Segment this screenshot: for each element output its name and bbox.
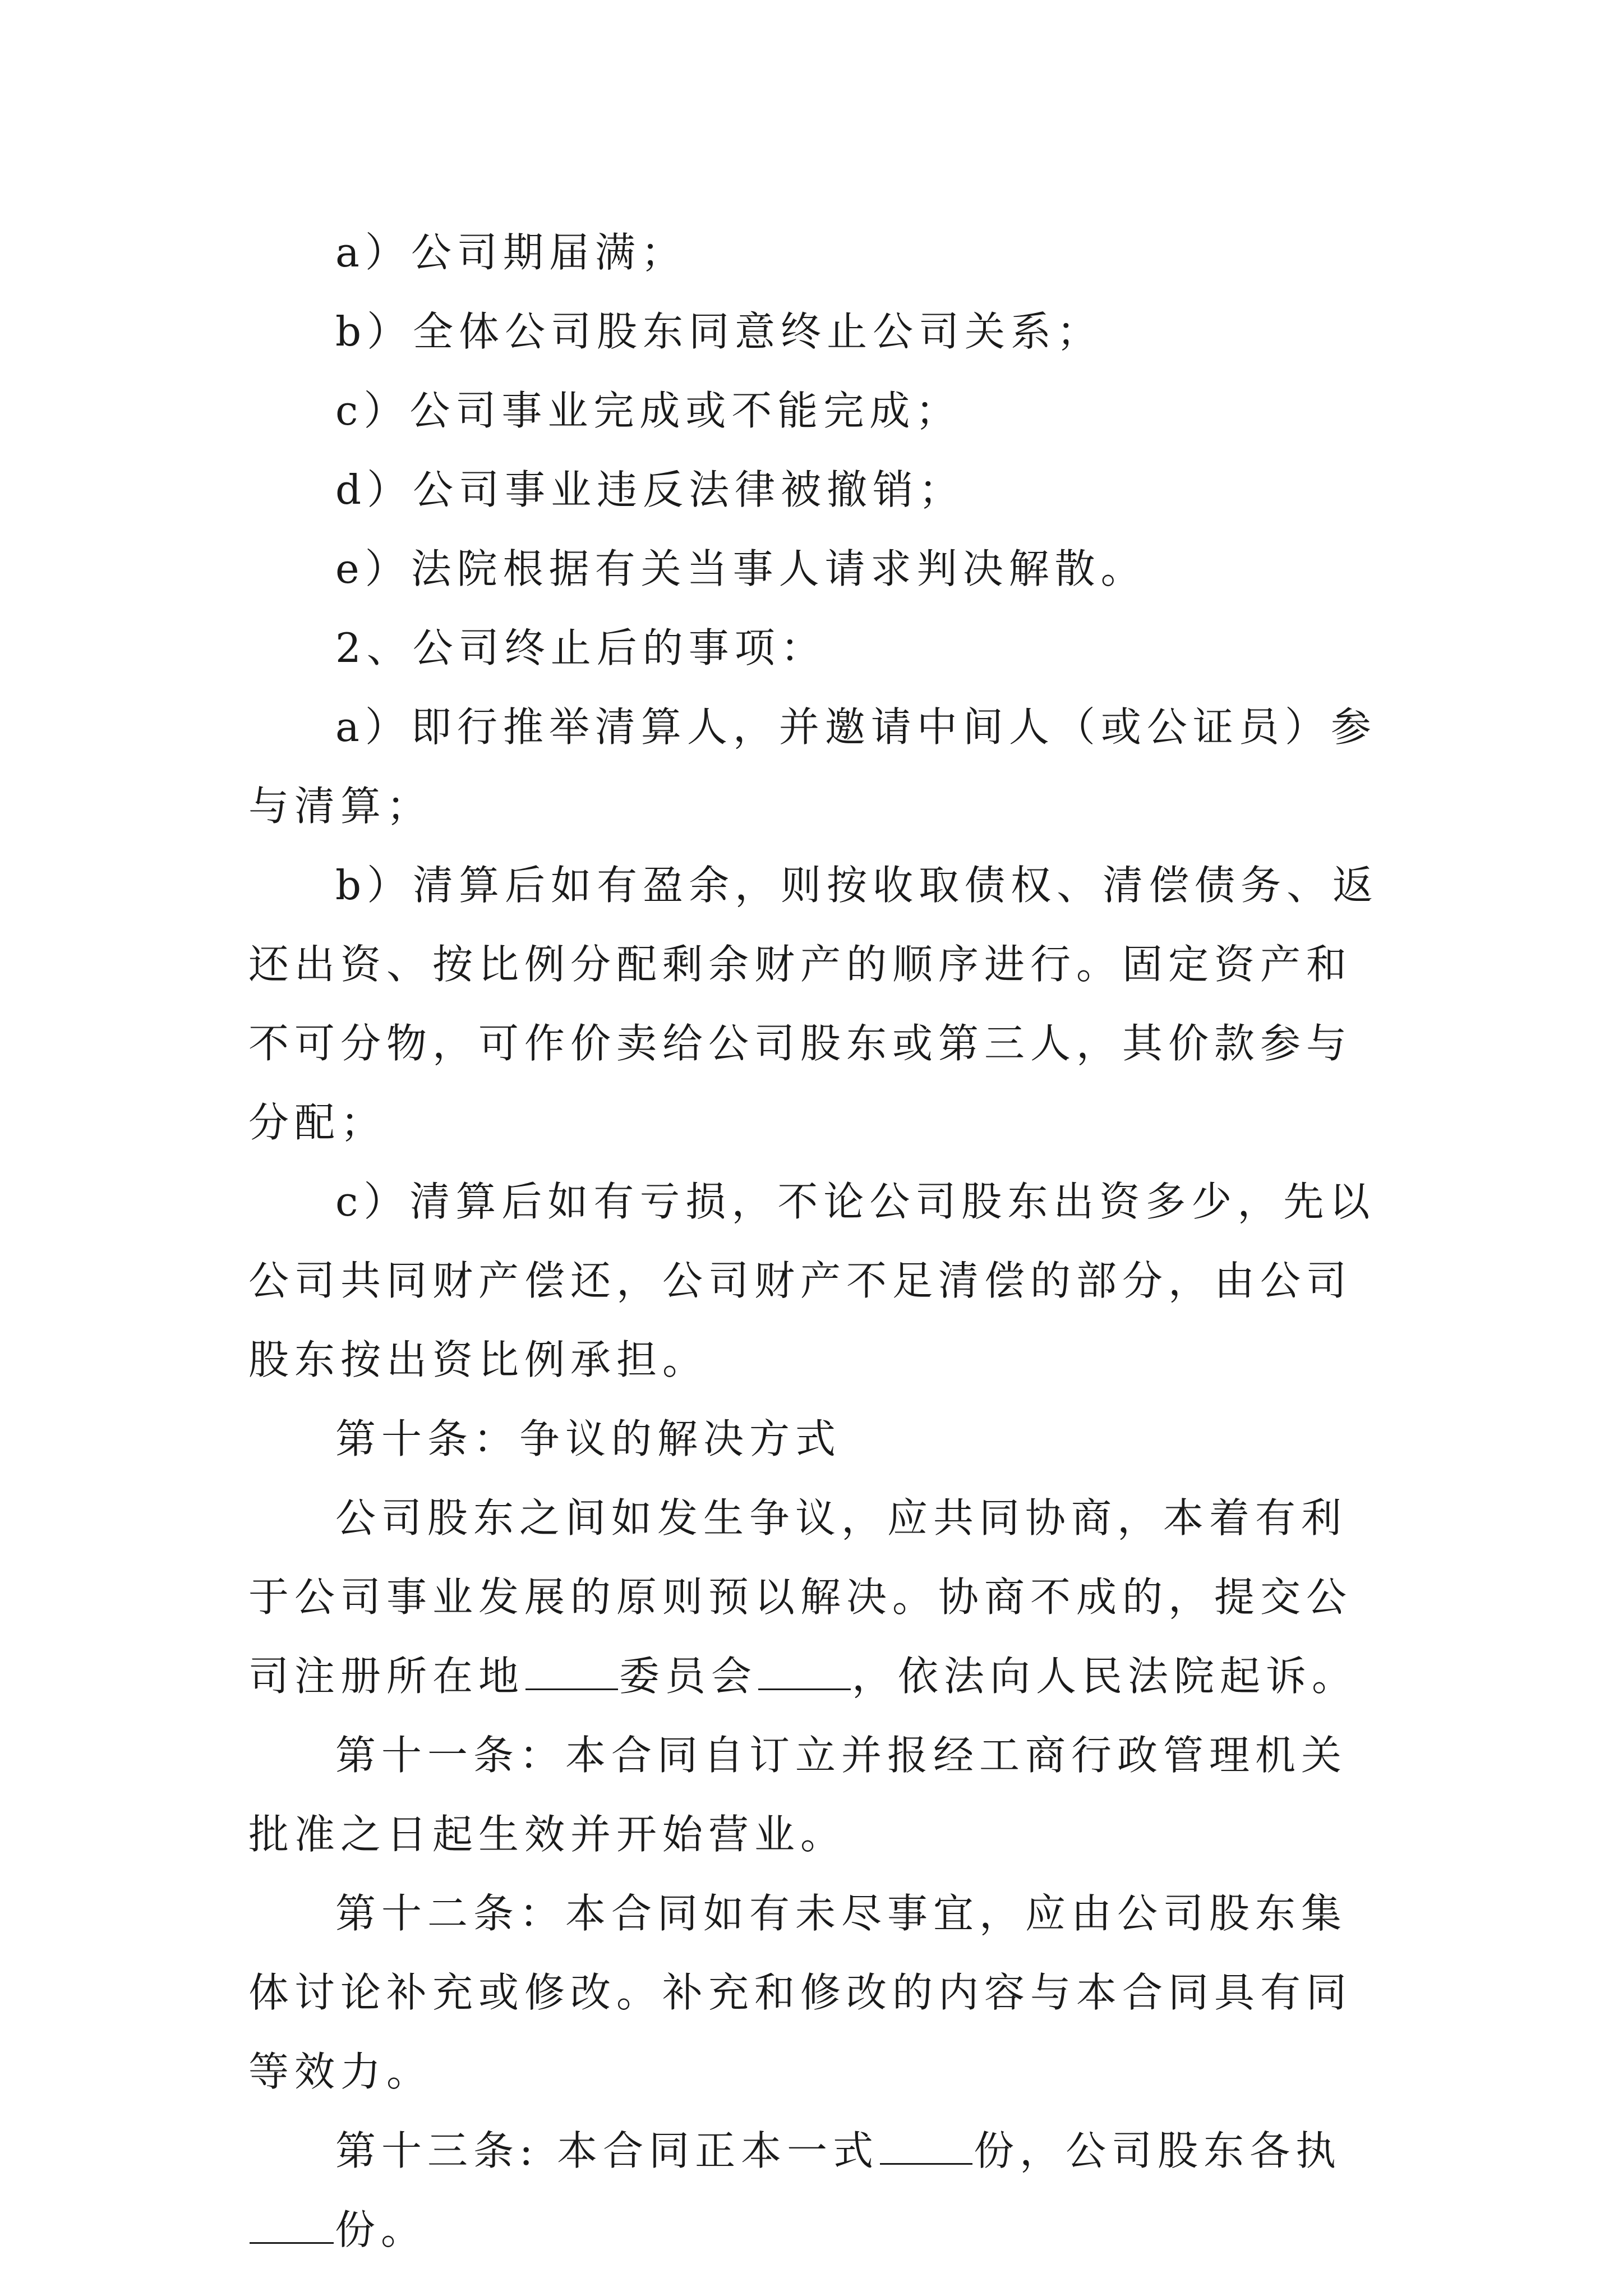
termination-item-b: b）清算后如有盈余，则按收取债权、清偿债务、返还出资、按比例分配剩余财产的顺序进行。固定资产和不可分物，可作价卖给公司股东或第三人，其价款参与分配；: [248, 862, 1379, 1146]
article-10-text-1: 公司股东之间如发生争议，应共同协商，本着有利于公司事业发展的原则预以解决。协商不成的，提交公司注册所在地: [248, 1494, 1353, 1700]
document-page: [248, 213, 1393, 2270]
article-10-heading: 第十条：争议的解决方式: [335, 1415, 842, 1462]
article-10-body: [248, 1479, 1393, 1716]
blank-underline: [525, 1648, 618, 1690]
termination-item-a: a）即行推举清算人，并邀请中间人（或公证员）参与清算；: [248, 703, 1377, 830]
article-10-text-3: ，依法向人民法院起诉。: [852, 1653, 1358, 1700]
clause-item-b: b）全体公司股东同意终止公司关系；: [335, 308, 1103, 355]
blank-underline: [880, 2123, 972, 2165]
article-13: [248, 2111, 1393, 2270]
clause-item-e: e）法院根据有关当事人请求判决解散。: [335, 545, 1147, 592]
clause-item-d: d）公司事业违反法律被撤销；: [335, 466, 965, 513]
article-13-text-2: 份，公司股东各执: [974, 2127, 1342, 2174]
termination-item-c: c）清算后如有亏损，不论公司股东出资多少，先以公司共同财产偿还，公司财产不足清偿的部分，由公司股东按出资比例承担。: [248, 1178, 1376, 1383]
article-13-text-1: 第十三条: 本合同正本一式: [335, 2127, 879, 2174]
section-heading-termination-matters: 2、公司终止后的事项：: [335, 624, 827, 671]
clause-item-c: c）公司事业完成或不能完成；: [335, 387, 962, 434]
article-12: 第十二条：本合同如有未尽事宜，应由公司股东集体讨论补充或修改。补充和修改的内容与本合同具有同等效力。: [248, 1890, 1353, 2095]
clause-item-a: a）公司期届满；: [335, 229, 687, 276]
article-10-text-2: 委员会: [619, 1653, 758, 1700]
blank-underline: [758, 1648, 851, 1690]
article-13-text-3: 份。: [335, 2206, 427, 2253]
blank-underline: [250, 2202, 334, 2244]
article-11: 第十一条：本合同自订立并报经工商行政管理机关批准之日起生效并开始营业。: [248, 1732, 1348, 1858]
